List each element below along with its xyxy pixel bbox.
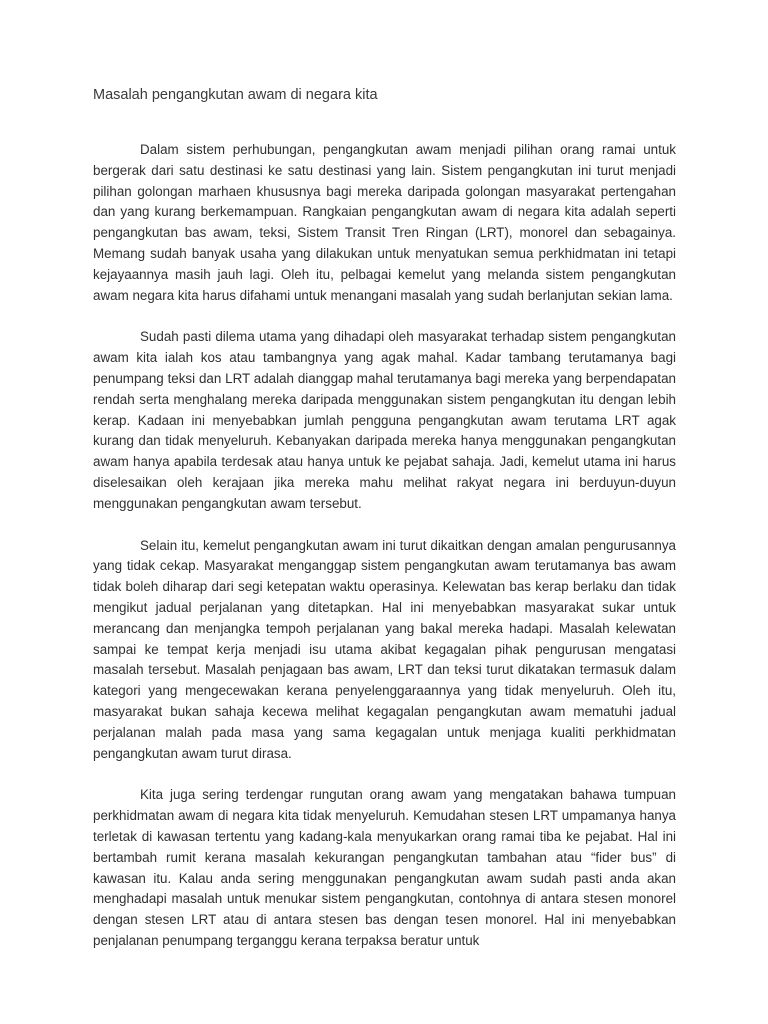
paragraph-2: Sudah pasti dilema utama yang dihadapi oleh masyarakat terhadap sistem pengangkutan awam kita ialah kos atau tambangnya yang agak mahal. Kadar tambang terutamanya bagi penumpang teksi dan LRT adalah dianggap mahal terutamanya bagi mereka yang berpendapatan rendah serta menghalang mereka daripada menggunakan sistem pengangkutan itu dengan lebih kerap. Kadaan ini menyebabkan jumlah pengguna pengangkutan awam terutama LRT agak kurang dan tidak menyeluruh. Kebanyakan daripada mereka hanya menggunakan pengangkutan awam hanya apabila terdesak atau hanya untuk ke pejabat sahaja. Jadi, kemelut utama ini harus diselesaikan oleh kerajaan jika mereka mahu melihat rakyat negara ini berduyun-duyun menggunakan pengangkutan awam tersebut.	[93, 329, 676, 511]
document-body	[93, 140, 676, 973]
document-title: Masalah pengangkutan awam di negara kita	[93, 87, 378, 103]
paragraph-3: Selain itu, kemelut pengangkutan awam ini turut dikaitkan dengan amalan pengurusannya yang tidak cekap. Masyarakat menganggap sistem pengangkutan awam terutamanya bas awam tidak boleh diharap dari segi ketepatan waktu operasinya. Kelewatan bas kerap berlaku dan tidak mengikut jadual perjalanan yang ditetapkan. Hal ini menyebabkan masyarakat sukar untuk merancang dan menjangka tempoh perjalanan yang bakal mereka hadapi. Masalah kelewatan sampai ke tempat kerja menjadi isu utama akibat kegagalan pihak pengurusan mengatasi masalah tersebut. Masalah penjagaan bas awam, LRT dan teksi turut dikatakan termasuk dalam kategori yang mengecewakan kerana penyelenggaraannya yang tidak menyeluruh. Oleh itu, masyarakat bukan sahaja kecewa melihat kegagalan pengangkutan awam mematuhi jadual perjalanan malah pada masa yang sama kegagalan untuk menjaga kualiti perkhidmatan pengangkutan awam turut dirasa.	[93, 537, 676, 761]
paragraph-1: Dalam sistem perhubungan, pengangkutan awam menjadi pilihan orang ramai untuk bergerak dari satu destinasi ke satu destinasi yang lain. Sistem pengangkutan ini turut menjadi pilihan golongan marhaen khususnya bagi mereka daripada golongan masyarakat pertengahan dan yang kurang berkemampuan. Rangkaian pengangkutan awam di negara kita adalah seperti pengangkutan bas awam, teksi, Sistem Transit Tren Ringan (LRT), monorel dan sebagainya. Memang sudah banyak usaha yang dilakukan untuk menyatukan semua perkhidmatan ini tetapi kejayaannya masih jauh lagi. Oleh itu, pelbagai kemelut yang melanda sistem pengangkutan awam negara kita harus difahami untuk menangani masalah yang sudah berlanjutan sekian lama.	[93, 142, 676, 303]
paragraph-4: Kita juga sering terdengar rungutan orang awam yang mengatakan bahawa tumpuan perkhidmatan awam di negara kita tidak menyeluruh. Kemudahan stesen LRT umpamanya hanya terletak di kawasan tertentu yang kadang-kala menyukarkan orang ramai tiba ke pejabat. Hal ini bertambah rumit kerana masalah kekurangan pengangkutan tambahan atau “fider bus” di kawasan itu. Kalau anda sering menggunakan pengangkutan awam sudah pasti anda akan menghadapi masalah untuk menukar sistem pengangkutan, contohnya di antara stesen monorel dengan stesen LRT atau di antara stesen bas dengan tesen monorel. Hal ini menyebabkan penjalanan penumpang terganggu kerana terpaksa beratur untuk	[93, 787, 676, 948]
